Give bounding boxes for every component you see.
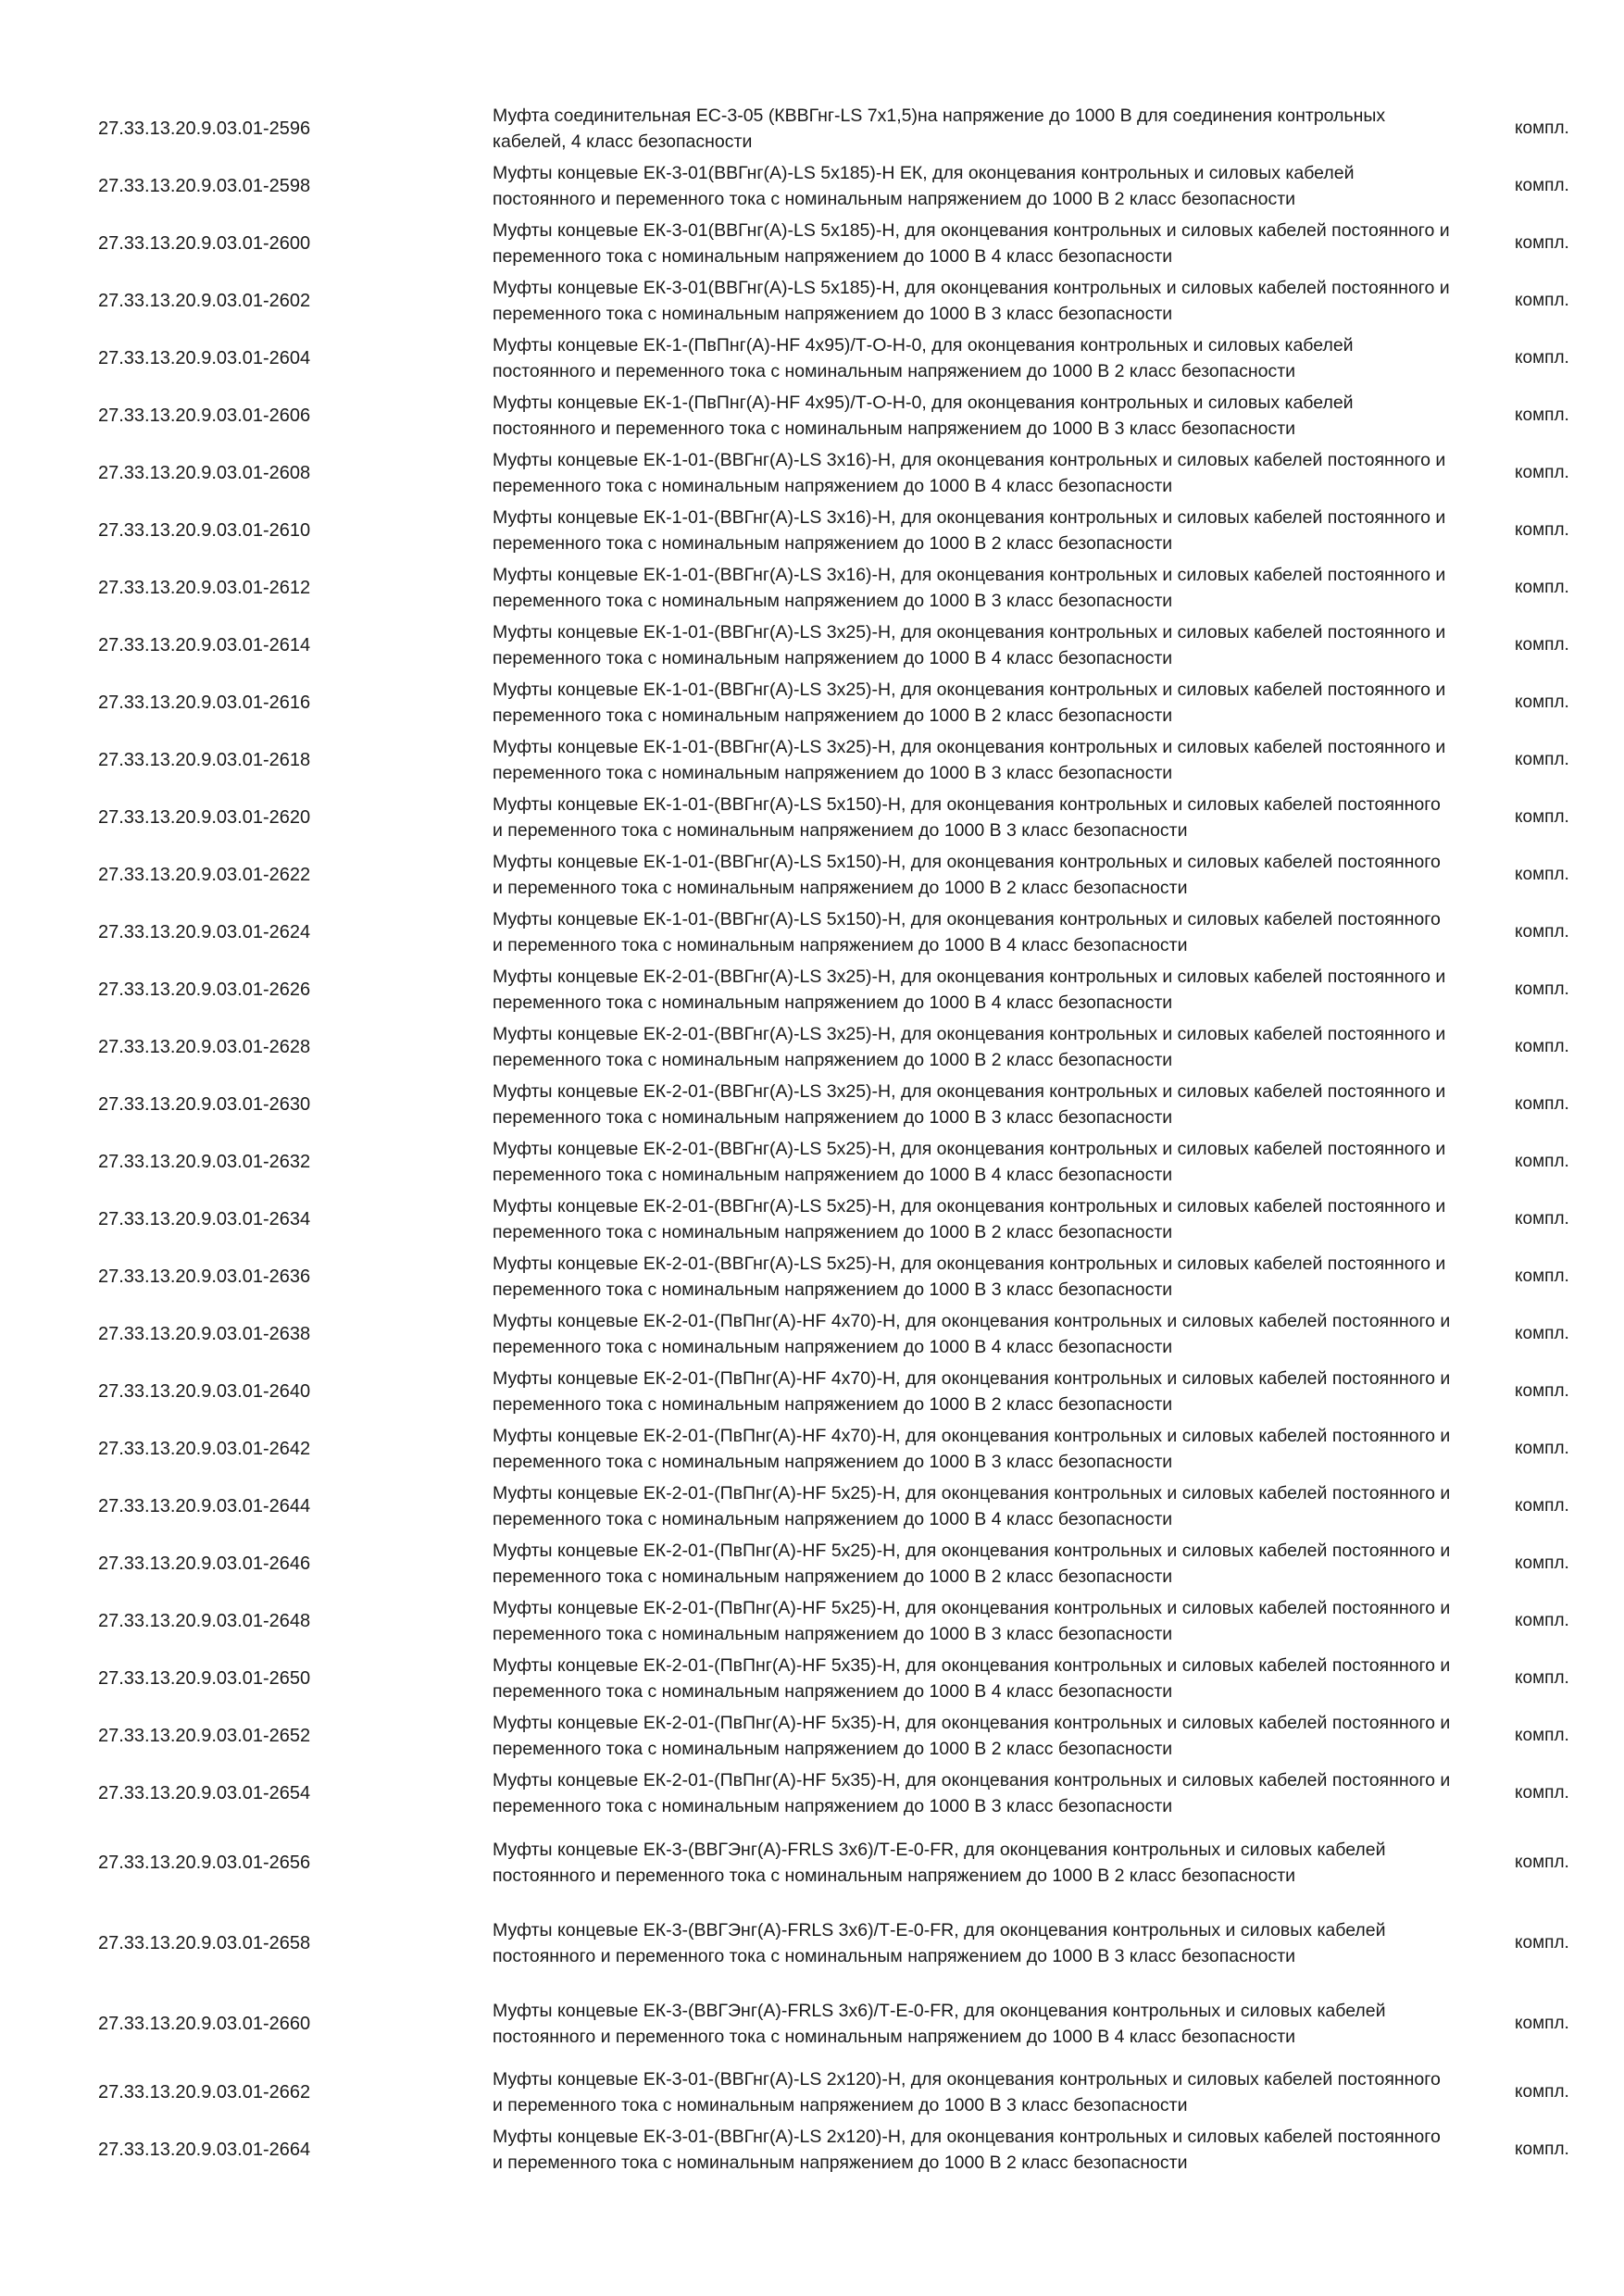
row-code: 27.33.13.20.9.03.01-2646 bbox=[98, 1554, 311, 1574]
table-row bbox=[0, 444, 1624, 502]
table-row bbox=[0, 100, 1624, 157]
row-unit: компл. bbox=[1515, 980, 1569, 999]
row-code: 27.33.13.20.9.03.01-2622 bbox=[98, 865, 311, 885]
row-code: 27.33.13.20.9.03.01-2634 bbox=[98, 1209, 311, 1229]
row-unit: компл. bbox=[1515, 406, 1569, 425]
row-description: Муфты концевые ЕК-2-01-(ПвПнг(А)-HF 5х35)-Н, для оконцевания контрольных и силовых кабелей постоянного и переменного тока с номинальным напряжением до 1000 В 2 класс безопасности bbox=[493, 1713, 1451, 1759]
row-unit: компл. bbox=[1515, 922, 1569, 942]
row-unit: компл. bbox=[1515, 750, 1569, 769]
row-description: Муфты концевые ЕК-2-01-(ВВГнг(А)-LS 3х25)-Н, для оконцевания контрольных и силовых кабелей постоянного и переменного тока с номинальным напряжением до 1000 В 4 класс безопасности bbox=[493, 967, 1446, 1013]
row-description: Муфты концевые ЕК-1-01-(ВВГнг(А)-LS 3х25)-Н, для оконцевания контрольных и силовых кабелей постоянного и переменного тока с номинальным напряжением до 1000 В 3 класс безопасности bbox=[493, 737, 1446, 783]
row-description: Муфты концевые ЕК-2-01-(ПвПнг(А)-HF 5х25)-Н, для оконцевания контрольных и силовых кабелей постоянного и переменного тока с номинальным напряжением до 1000 В 2 класс безопасности bbox=[493, 1541, 1451, 1587]
row-code: 27.33.13.20.9.03.01-2632 bbox=[98, 1152, 311, 1172]
row-description: Муфты концевые ЕК-3-01(ВВГнг(А)-LS 5х185)-Н, для оконцевания контрольных и силовых кабелей постоянного и переменного тока с номинальным напряжением до 1000 В 4 класс безопасности bbox=[493, 220, 1450, 267]
row-unit: компл. bbox=[1515, 1267, 1569, 1286]
row-description: Муфты концевые ЕК-2-01-(ПвПнг(А)-HF 4х70)-Н, для оконцевания контрольных и силовых кабелей постоянного и переменного тока с номинальным напряжением до 1000 В 4 класс безопасности bbox=[493, 1311, 1451, 1357]
row-code: 27.33.13.20.9.03.01-2612 bbox=[98, 578, 311, 598]
table-row bbox=[0, 1305, 1624, 1363]
row-unit: компл. bbox=[1515, 2140, 1569, 2159]
row-code: 27.33.13.20.9.03.01-2642 bbox=[98, 1439, 311, 1459]
row-unit: компл. bbox=[1515, 1783, 1569, 1803]
row-unit: компл. bbox=[1515, 1668, 1569, 1688]
table-row bbox=[0, 1650, 1624, 1707]
row-code: 27.33.13.20.9.03.01-2616 bbox=[98, 693, 311, 713]
row-code: 27.33.13.20.9.03.01-2610 bbox=[98, 520, 311, 541]
row-description: Муфты концевые ЕК-3-01-(ВВГнг(А)-LS 2х120)-Н, для оконцевания контрольных и силовых кабелей постоянного и переменного тока с номинальным напряжением до 1000 В 3 класс безопасности bbox=[493, 2069, 1441, 2115]
row-code: 27.33.13.20.9.03.01-2636 bbox=[98, 1267, 311, 1287]
row-unit: компл. bbox=[1515, 1324, 1569, 1343]
table-row bbox=[0, 1191, 1624, 1248]
row-unit: компл. bbox=[1515, 1726, 1569, 1745]
row-unit: компл. bbox=[1515, 348, 1569, 368]
row-description: Муфты концевые ЕК-1-01-(ВВГнг(А)-LS 3х16)-Н, для оконцевания контрольных и силовых кабелей постоянного и переменного тока с номинальным напряжением до 1000 В 2 класс безопасности bbox=[493, 507, 1446, 554]
row-unit: компл. bbox=[1515, 693, 1569, 712]
table-row bbox=[0, 2121, 1624, 2178]
row-description: Муфты концевые ЕК-1-(ПвПнг(А)-HF 4х95)/Т-О-Н-0, для оконцевания контрольных и силовых кабелей постоянного и переменного тока с номинальным напряжением до 1000 В 2 класс безопасности bbox=[493, 335, 1354, 381]
row-code: 27.33.13.20.9.03.01-2640 bbox=[98, 1381, 311, 1402]
row-code: 27.33.13.20.9.03.01-2608 bbox=[98, 463, 311, 483]
row-unit: компл. bbox=[1515, 520, 1569, 540]
row-description: Муфты концевые ЕК-1-(ПвПнг(А)-HF 4х95)/Т-О-Н-0, для оконцевания контрольных и силовых кабелей постоянного и переменного тока с номинальным напряжением до 1000 В 3 класс безопасности bbox=[493, 393, 1354, 439]
table-row bbox=[0, 1076, 1624, 1133]
table-row bbox=[0, 1420, 1624, 1478]
row-code: 27.33.13.20.9.03.01-2596 bbox=[98, 119, 311, 139]
row-unit: компл. bbox=[1515, 2082, 1569, 2102]
table-row bbox=[0, 157, 1624, 215]
row-unit: компл. bbox=[1515, 176, 1569, 195]
row-code: 27.33.13.20.9.03.01-2600 bbox=[98, 233, 311, 254]
row-description: Муфты концевые ЕК-1-01-(ВВГнг(А)-LS 3х25)-Н, для оконцевания контрольных и силовых кабелей постоянного и переменного тока с номинальным напряжением до 1000 В 2 класс безопасности bbox=[493, 680, 1446, 726]
row-description: Муфты концевые ЕК-1-01-(ВВГнг(А)-LS 3х16)-Н, для оконцевания контрольных и силовых кабелей постоянного и переменного тока с номинальным напряжением до 1000 В 4 класс безопасности bbox=[493, 450, 1446, 496]
row-unit: компл. bbox=[1515, 119, 1569, 138]
row-description: Муфты концевые ЕК-3-01(ВВГнг(А)-LS 5х185)-Н ЕК, для оконцевания контрольных и силовых кабелей постоянного и переменного тока с номинальным напряжением до 1000 В 2 класс безопасности bbox=[493, 163, 1355, 209]
row-code: 27.33.13.20.9.03.01-2602 bbox=[98, 291, 311, 311]
table-row bbox=[0, 904, 1624, 961]
row-unit: компл. bbox=[1515, 865, 1569, 884]
row-unit: компл. bbox=[1515, 233, 1569, 253]
row-code: 27.33.13.20.9.03.01-2662 bbox=[98, 2082, 311, 2103]
table-row bbox=[0, 330, 1624, 387]
table-row bbox=[0, 1535, 1624, 1592]
table-row bbox=[0, 731, 1624, 789]
table-row bbox=[0, 1765, 1624, 1822]
row-description: Муфты концевые ЕК-2-01-(ПвПнг(А)-HF 4х70)-Н, для оконцевания контрольных и силовых кабелей постоянного и переменного тока с номинальным напряжением до 1000 В 2 класс безопасности bbox=[493, 1368, 1451, 1415]
row-code: 27.33.13.20.9.03.01-2648 bbox=[98, 1611, 311, 1631]
table-row bbox=[0, 1822, 1624, 1903]
table-row bbox=[0, 1592, 1624, 1650]
row-unit: компл. bbox=[1515, 463, 1569, 482]
row-code: 27.33.13.20.9.03.01-2626 bbox=[98, 980, 311, 1000]
row-description: Муфты концевые ЕК-1-01-(ВВГнг(А)-LS 5х150)-Н, для оконцевания контрольных и силовых кабелей постоянного и переменного тока с номинальным напряжением до 1000 В 4 класс безопасности bbox=[493, 909, 1441, 955]
row-unit: компл. bbox=[1515, 1381, 1569, 1401]
row-description: Муфты концевые ЕК-2-01-(ВВГнг(А)-LS 5х25)-Н, для оконцевания контрольных и силовых кабелей постоянного и переменного тока с номинальным напряжением до 1000 В 3 класс безопасности bbox=[493, 1254, 1446, 1300]
row-description: Муфты концевые ЕК-2-01-(ПвПнг(А)-HF 4х70)-Н, для оконцевания контрольных и силовых кабелей постоянного и переменного тока с номинальным напряжением до 1000 В 3 класс безопасности bbox=[493, 1426, 1451, 1472]
table-row bbox=[0, 1363, 1624, 1420]
table-row bbox=[0, 674, 1624, 731]
row-unit: компл. bbox=[1515, 1439, 1569, 1458]
row-description: Муфты концевые ЕК-3-(ВВГЭнг(А)-FRLS 3х6)/Т-Е-0-FR, для оконцевания контрольных и силовых кабелей постоянного и переменного тока с номинальным напряжением до 1000 В 2 класс безопасности bbox=[493, 1839, 1386, 1886]
row-code: 27.33.13.20.9.03.01-2658 bbox=[98, 1932, 311, 1953]
table-row bbox=[0, 1903, 1624, 1983]
row-description: Муфты концевые ЕК-2-01-(ПвПнг(А)-HF 5х25)-Н, для оконцевания контрольных и силовых кабелей постоянного и переменного тока с номинальным напряжением до 1000 В 4 класс безопасности bbox=[493, 1483, 1451, 1529]
table-row bbox=[0, 1707, 1624, 1765]
table-row bbox=[0, 846, 1624, 904]
row-code: 27.33.13.20.9.03.01-2598 bbox=[98, 176, 311, 196]
row-unit: компл. bbox=[1515, 291, 1569, 310]
row-description: Муфты концевые ЕК-1-01-(ВВГнг(А)-LS 5х150)-Н, для оконцевания контрольных и силовых кабелей постоянного и переменного тока с номинальным напряжением до 1000 В 3 класс безопасности bbox=[493, 794, 1441, 841]
row-code: 27.33.13.20.9.03.01-2656 bbox=[98, 1852, 311, 1873]
row-code: 27.33.13.20.9.03.01-2618 bbox=[98, 750, 311, 770]
row-code: 27.33.13.20.9.03.01-2606 bbox=[98, 406, 311, 426]
table-row bbox=[0, 1983, 1624, 2064]
row-unit: компл. bbox=[1515, 2013, 1569, 2033]
row-code: 27.33.13.20.9.03.01-2650 bbox=[98, 1668, 311, 1689]
table-row bbox=[0, 1018, 1624, 1076]
table-row bbox=[0, 215, 1624, 272]
row-description: Муфты концевые ЕК-2-01-(ПвПнг(А)-HF 5х25)-Н, для оконцевания контрольных и силовых кабелей постоянного и переменного тока с номинальным напряжением до 1000 В 3 класс безопасности bbox=[493, 1598, 1451, 1644]
row-description: Муфты концевые ЕК-1-01-(ВВГнг(А)-LS 5х150)-Н, для оконцевания контрольных и силовых кабелей постоянного и переменного тока с номинальным напряжением до 1000 В 2 класс безопасности bbox=[493, 852, 1441, 898]
table-row bbox=[0, 1133, 1624, 1191]
table-row bbox=[0, 961, 1624, 1018]
table-row bbox=[0, 502, 1624, 559]
row-unit: компл. bbox=[1515, 578, 1569, 597]
table-row bbox=[0, 1478, 1624, 1535]
row-description: Муфты концевые ЕК-3-01(ВВГнг(А)-LS 5х185)-Н, для оконцевания контрольных и силовых кабелей постоянного и переменного тока с номинальным напряжением до 1000 В 3 класс безопасности bbox=[493, 278, 1450, 324]
row-description: Муфты концевые ЕК-2-01-(ВВГнг(А)-LS 3х25)-Н, для оконцевания контрольных и силовых кабелей постоянного и переменного тока с номинальным напряжением до 1000 В 3 класс безопасности bbox=[493, 1081, 1446, 1128]
row-unit: компл. bbox=[1515, 1094, 1569, 1114]
row-code: 27.33.13.20.9.03.01-2664 bbox=[98, 2140, 311, 2160]
row-code: 27.33.13.20.9.03.01-2654 bbox=[98, 1783, 311, 1803]
price-table bbox=[0, 100, 1624, 2178]
row-unit: компл. bbox=[1515, 635, 1569, 655]
row-description: Муфты концевые ЕК-3-(ВВГЭнг(А)-FRLS 3х6)/Т-Е-0-FR, для оконцевания контрольных и силовых кабелей постоянного и переменного тока с номинальным напряжением до 1000 В 4 класс безопасности bbox=[493, 2000, 1386, 2047]
row-code: 27.33.13.20.9.03.01-2614 bbox=[98, 635, 311, 655]
row-code: 27.33.13.20.9.03.01-2630 bbox=[98, 1094, 311, 1115]
row-unit: компл. bbox=[1515, 1496, 1569, 1516]
row-code: 27.33.13.20.9.03.01-2628 bbox=[98, 1037, 311, 1057]
row-description: Муфты концевые ЕК-2-01-(ВВГнг(А)-LS 3х25)-Н, для оконцевания контрольных и силовых кабелей постоянного и переменного тока с номинальным напряжением до 1000 В 2 класс безопасности bbox=[493, 1024, 1446, 1070]
table-row bbox=[0, 1248, 1624, 1305]
table-row bbox=[0, 2064, 1624, 2121]
row-unit: компл. bbox=[1515, 1554, 1569, 1573]
row-unit: компл. bbox=[1515, 1209, 1569, 1229]
table-row bbox=[0, 559, 1624, 617]
row-code: 27.33.13.20.9.03.01-2644 bbox=[98, 1496, 311, 1516]
row-description: Муфта соединительная ЕС-3-05 (КВВГнг-LS 7х1,5)на напряжение до 1000 В для соединения контрольных кабелей, 4 класс безопасности bbox=[493, 106, 1386, 152]
row-unit: компл. bbox=[1515, 1932, 1569, 1953]
row-description: Муфты концевые ЕК-3-(ВВГЭнг(А)-FRLS 3х6)/Т-Е-0-FR, для оконцевания контрольных и силовых кабелей постоянного и переменного тока с номинальным напряжением до 1000 В 3 класс безопасности bbox=[493, 1919, 1386, 1966]
row-code: 27.33.13.20.9.03.01-2624 bbox=[98, 922, 311, 942]
row-description: Муфты концевые ЕК-2-01-(ВВГнг(А)-LS 5х25)-Н, для оконцевания контрольных и силовых кабелей постоянного и переменного тока с номинальным напряжением до 1000 В 4 класс безопасности bbox=[493, 1139, 1446, 1185]
table-row bbox=[0, 789, 1624, 846]
row-description: Муфты концевые ЕК-2-01-(ВВГнг(А)-LS 5х25)-Н, для оконцевания контрольных и силовых кабелей постоянного и переменного тока с номинальным напряжением до 1000 В 2 класс безопасности bbox=[493, 1196, 1446, 1242]
row-code: 27.33.13.20.9.03.01-2652 bbox=[98, 1726, 311, 1746]
table-row bbox=[0, 272, 1624, 330]
row-code: 27.33.13.20.9.03.01-2604 bbox=[98, 348, 311, 368]
row-description: Муфты концевые ЕК-2-01-(ПвПнг(А)-HF 5х35)-Н, для оконцевания контрольных и силовых кабелей постоянного и переменного тока с номинальным напряжением до 1000 В 3 класс безопасности bbox=[493, 1770, 1451, 1816]
row-code: 27.33.13.20.9.03.01-2660 bbox=[98, 2013, 311, 2034]
row-description: Муфты концевые ЕК-2-01-(ПвПнг(А)-HF 5х35)-Н, для оконцевания контрольных и силовых кабелей постоянного и переменного тока с номинальным напряжением до 1000 В 4 класс безопасности bbox=[493, 1655, 1451, 1702]
row-unit: компл. bbox=[1515, 807, 1569, 827]
row-description: Муфты концевые ЕК-1-01-(ВВГнг(А)-LS 3х25)-Н, для оконцевания контрольных и силовых кабелей постоянного и переменного тока с номинальным напряжением до 1000 В 4 класс безопасности bbox=[493, 622, 1446, 668]
row-description: Муфты концевые ЕК-1-01-(ВВГнг(А)-LS 3х16)-Н, для оконцевания контрольных и силовых кабелей постоянного и переменного тока с номинальным напряжением до 1000 В 3 класс безопасности bbox=[493, 565, 1446, 611]
row-unit: компл. bbox=[1515, 1611, 1569, 1630]
row-description: Муфты концевые ЕК-3-01-(ВВГнг(А)-LS 2х120)-Н, для оконцевания контрольных и силовых кабелей постоянного и переменного тока с номинальным напряжением до 1000 В 2 класс безопасности bbox=[493, 2127, 1441, 2173]
row-unit: компл. bbox=[1515, 1152, 1569, 1171]
row-code: 27.33.13.20.9.03.01-2620 bbox=[98, 807, 311, 828]
row-unit: компл. bbox=[1515, 1037, 1569, 1056]
row-code: 27.33.13.20.9.03.01-2638 bbox=[98, 1324, 311, 1344]
table-row bbox=[0, 617, 1624, 674]
table-row bbox=[0, 387, 1624, 444]
row-unit: компл. bbox=[1515, 1852, 1569, 1872]
